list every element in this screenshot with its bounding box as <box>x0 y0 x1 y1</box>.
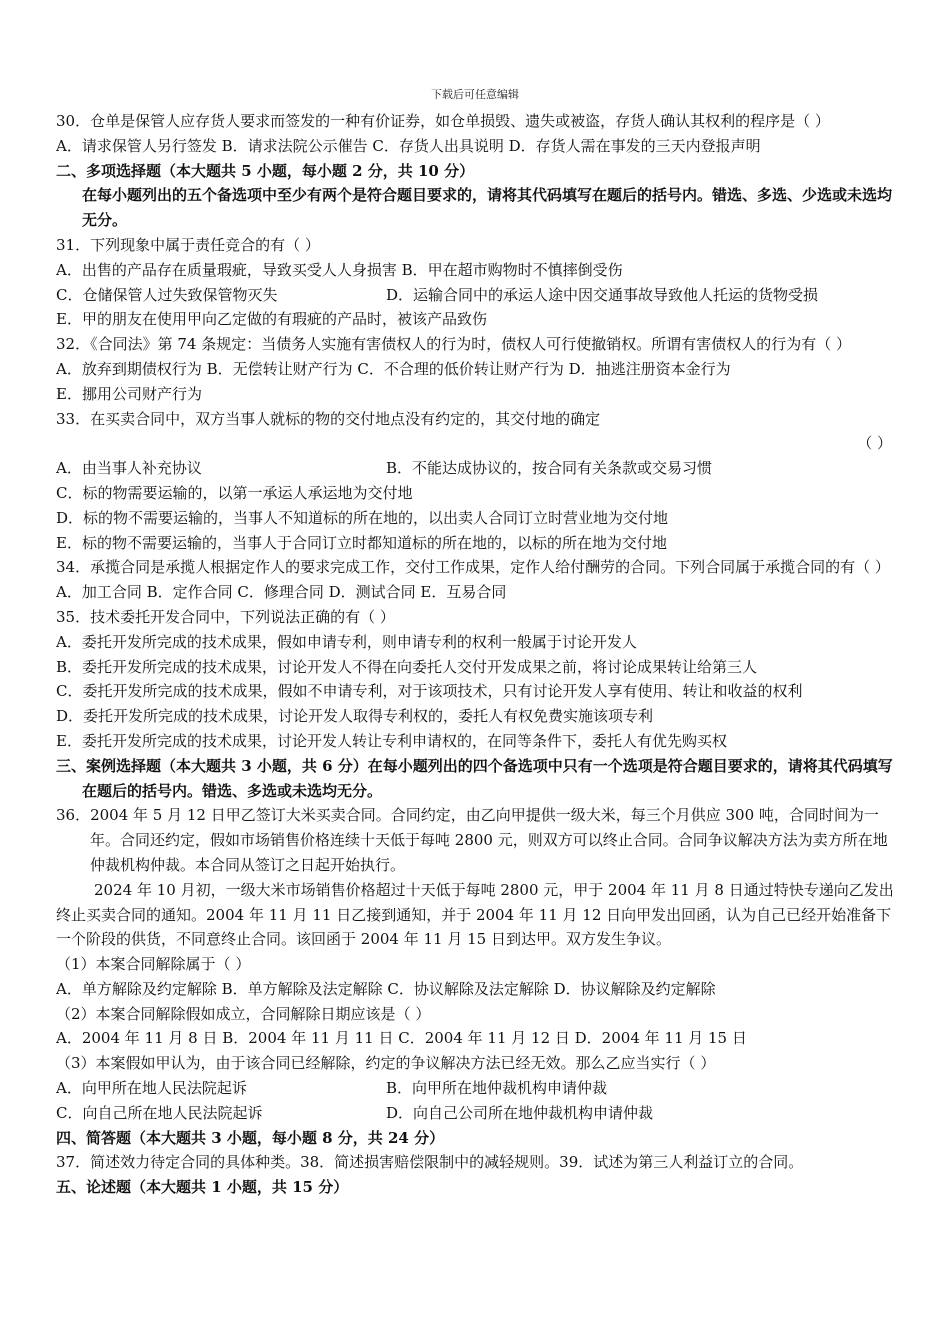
q36-sub1-options: A．单方解除及约定解除 B．单方解除及法定解除 C．协议解除及法定解除 D．协议解除及约定解除 <box>56 979 716 998</box>
q33-options-ab <box>56 456 902 481</box>
q31-option-c: C．仓储保管人过失致保管物灭失 <box>56 285 278 304</box>
q36-sub3-option-a: A．向甲所在地人民法院起诉 <box>56 1079 247 1098</box>
section5-title: 五、论述题（本大题共 1 小题，共 15 分） <box>56 1178 349 1197</box>
q33-option-e: E．标的物不需要运输的，当事人于合同订立时都知道标的所在地的，以标的所在地为交付地 <box>56 533 667 552</box>
q31-option-e: E．甲的朋友在使用甲向乙定做的有瑕疵的产品时，被该产品致伤 <box>56 310 487 329</box>
section4-title: 四、简答题（本大题共 3 小题，每小题 8 分，共 24 分） <box>56 1128 445 1147</box>
q31-options-ab: A．出售的产品存在质量瑕疵，导致买受人人身损害 B．甲在超市购物时不慎摔倒受伤 <box>56 260 623 279</box>
exam-content <box>56 109 902 1200</box>
q33-bracket: （ ） <box>857 434 892 453</box>
section2-title: 二、多项选择题（本大题共 5 小题，每小题 2 分，共 10 分） <box>56 161 475 180</box>
q33-option-c: C．标的物需要运输的，以第一承运人承运地为交付地 <box>56 483 413 502</box>
q35-option-e: E．委托开发所完成的技术成果，讨论开发人转让专利申请权的，在同等条件下，委托人有优先购买权 <box>56 731 727 750</box>
q36-case-paragraph: 2024 年 10 月初，一级大米市场销售价格超过十天低于每吨 2800 元，甲于 2004 年 11 月 8 日通过特快专递向乙发出终止买卖合同的通知。2004 年 11 月 11 日乙接到通知，并于 2004 年 11 月 12 日向甲发出回函，认为自己已经开始准备下一个阶段的供货，不同意终止合同。该回函于 2004 年 11 月 15 日到达甲。双方发生争议。 <box>56 880 894 949</box>
q36-sub3-stem: （3）本案假如甲认为，由于该合同已经解除，约定的争议解决方法已经无效。那么乙应当实行（ ） <box>56 1054 716 1073</box>
q36-stem: 36．2004 年 5 月 12 日甲乙签订大米买卖合同。合同约定，由乙向甲提供一级大米，每三个月供应 300 吨，合同时间为一年。合同还约定，假如市场销售价格连续十天低于每吨 2800 元，则双方可以终止合同。合同争议解决方法为卖方所在地仲裁机构仲裁。本合同从签订之日起开始执行。 <box>56 806 888 874</box>
q36-sub1-stem: （1）本案合同解除属于（ ） <box>56 955 251 974</box>
q36-sub3-options-ab <box>56 1076 902 1101</box>
q31-stem: 31．下列现象中属于责任竞合的有（ ） <box>56 235 320 254</box>
q34-options: A．加工合同 B．定作合同 C．修理合同 D．测试合同 E．互易合同 <box>56 583 507 602</box>
q35-stem: 35．技术委托开发合同中，下列说法正确的有（ ） <box>56 607 395 626</box>
q33-option-a: A．由当事人补充协议 <box>56 459 202 478</box>
q32-options-abcd: A．放弃到期债权行为 B．无偿转让财产行为 C．不合理的低价转让财产行为 D．抽逃注册资本金行为 <box>56 359 731 378</box>
q35-option-c: C．委托开发所完成的技术成果，假如不申请专利，对于该项技术，只有讨论开发人享有使用、转让和收益的权利 <box>56 682 803 701</box>
section3-title: 三、案例选择题（本大题共 3 小题，共 6 分）在每小题列出的四个备选项中只有一个选项是符合题目要求的，请将其代码填写在题后的括号内。错选、多选或未选均无分。 <box>56 756 893 800</box>
q33-option-b: B．不能达成协议的，按合同有关条款或交易习惯 <box>386 459 713 478</box>
q30-stem: 30．仓单是保管人应存货人要求而签发的一种有价证券，如仓单损毁、遗失或被盗，存货人确认其权利的程序是（ ） <box>56 112 830 130</box>
q31-options-cd <box>56 283 902 308</box>
q36-sub3-option-c: C．向自己所在地人民法院起诉 <box>56 1103 263 1122</box>
q34-stem: 34．承揽合同是承揽人根据定作人的要求完成工作，交付工作成果，定作人给付酬劳的合同。下列合同属于承揽合同的有（ ） <box>56 558 890 577</box>
q36-sub2-options: A．2004 年 11 月 8 日 B．2004 年 11 月 11 日 C．2004 年 11 月 12 日 D．2004 年 11 月 15 日 <box>56 1029 747 1048</box>
q30-options: A．请求保管人另行签发 B．请求法院公示催告 C．存货人出具说明 D．存货人需在事发的三天内登报声明 <box>56 136 761 155</box>
q36-sub3-option-d: D．向自己公司所在地仲裁机构申请仲裁 <box>386 1103 654 1122</box>
q35-option-d: D．委托开发所完成的技术成果，讨论开发人取得专利权的，委托人有权免费实施该项专利 <box>56 707 654 726</box>
q32-stem: 32．《合同法》第 74 条规定：当债务人实施有害债权人的行为时，债权人可行使撤销权。所谓有害债权人的行为有（ ） <box>56 335 851 354</box>
page-header: 下载后可任意编辑 <box>431 88 519 101</box>
section4-questions: 37．简述效力待定合同的具体种类。38．简述损害赔偿限制中的减轻规则。39．试述为第三人利益订立的合同。 <box>56 1153 804 1172</box>
q35-option-b: B．委托开发所完成的技术成果，讨论开发人不得在向委托人交付开发成果之前，将讨论成果转让给第三人 <box>56 657 758 676</box>
q36-sub2-stem: （2）本案合同解除假如成立，合同解除日期应该是（ ） <box>56 1004 431 1023</box>
q33-option-d: D．标的物不需要运输的，当事人不知道标的所在地的，以出卖人合同订立时营业地为交付地 <box>56 508 669 527</box>
q36-sub3-options-cd <box>56 1101 902 1126</box>
section2-instruction: 在每小题列出的五个备选项中至少有两个是符合题目要求的，请将其代码填写在题后的括号内。错选、多选、少选或未选均无分。 <box>82 186 893 230</box>
q31-option-d: D．运输合同中的承运人途中因交通事故导致他人托运的货物受损 <box>386 285 819 304</box>
q35-option-a: A．委托开发所完成的技术成果，假如申请专利，则申请专利的权利一般属于讨论开发人 <box>56 632 637 651</box>
q32-option-e: E．挪用公司财产行为 <box>56 384 202 403</box>
q33-stem: 33．在买卖合同中，双方当事人就标的物的交付地点没有约定的，其交付地的确定 <box>56 409 601 428</box>
q36-sub3-option-b: B．向甲所在地仲裁机构申请仲裁 <box>386 1079 608 1098</box>
